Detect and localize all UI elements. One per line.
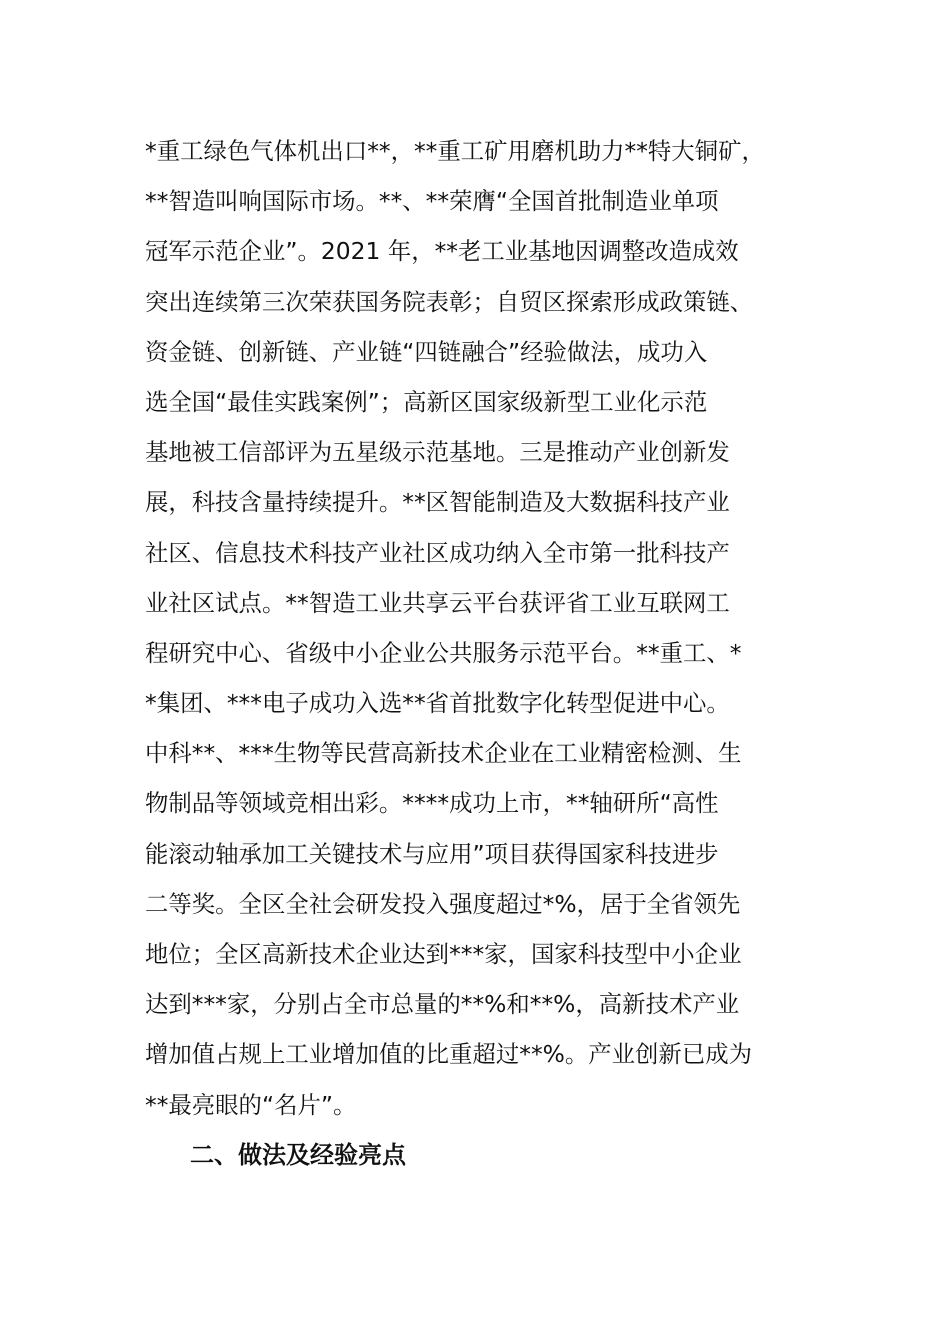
paragraph-line: 业社区试点。**智造工业共享云平台获评省工业互联网工 [145, 588, 730, 617]
paragraph-line: 冠军示范企业”。2021 年，**老工业基地因调整改造成效 [145, 237, 739, 266]
paragraph-line: *集团、***电子成功入选**省首批数字化转型促进中心。 [145, 689, 730, 718]
paragraph-line: **最亮眼的“名片”。 [145, 1090, 357, 1119]
paragraph-line: **智造叫响国际市场。**、**荣膺“全国首批制造业单项 [145, 187, 719, 216]
paragraph-line: 展，科技含量持续提升。**区智能制造及大数据科技产业 [145, 488, 730, 517]
paragraph-line: 中科**、***生物等民营高新技术企业在工业精密检测、生 [145, 739, 742, 768]
body-paragraph [145, 128, 815, 1132]
paragraph-line: 地位；全区高新技术企业达到***家，国家科技型中小企业 [145, 940, 742, 968]
paragraph-line: 达到***家，分别占全市总量的**%和**%，高新技术产业 [145, 990, 740, 1019]
paragraph-line: 二等奖。全区全社会研发投入强度超过*%，居于全省领先 [145, 889, 741, 918]
paragraph-line: 选全国“最佳实践案例”；高新区国家级新型工业化示范 [145, 387, 708, 416]
paragraph-line: 基地被工信部评为五星级示范基地。三是推动产业创新发 [145, 438, 730, 467]
paragraph-line: *重工绿色气体机出口**，**重工矿用磨机助力**特大铜矿， [145, 137, 765, 165]
paragraph-line: 资金链、创新链、产业链“四链融合”经验做法，成功入 [145, 337, 708, 366]
paragraph-line: 社区、信息技术科技产业社区成功纳入全市第一批科技产 [145, 538, 730, 567]
section-heading: 二、做法及经验亮点 [190, 1141, 406, 1169]
paragraph-line: 物制品等领域竞相出彩。****成功上市，**轴研所“高性 [145, 789, 719, 818]
paragraph-line: 程研究中心、省级中小企业公共服务示范平台。**重工、* [145, 638, 742, 667]
paragraph-line: 突出连续第三次荣获国务院表彰；自贸区探索形成政策链、 [145, 287, 754, 316]
paragraph-line: 能滚动轴承加工关键技术与应用”项目获得国家科技进步 [145, 839, 719, 868]
paragraph-line: 增加值占规上工业增加值的比重超过**%。产业创新已成为 [145, 1040, 752, 1069]
